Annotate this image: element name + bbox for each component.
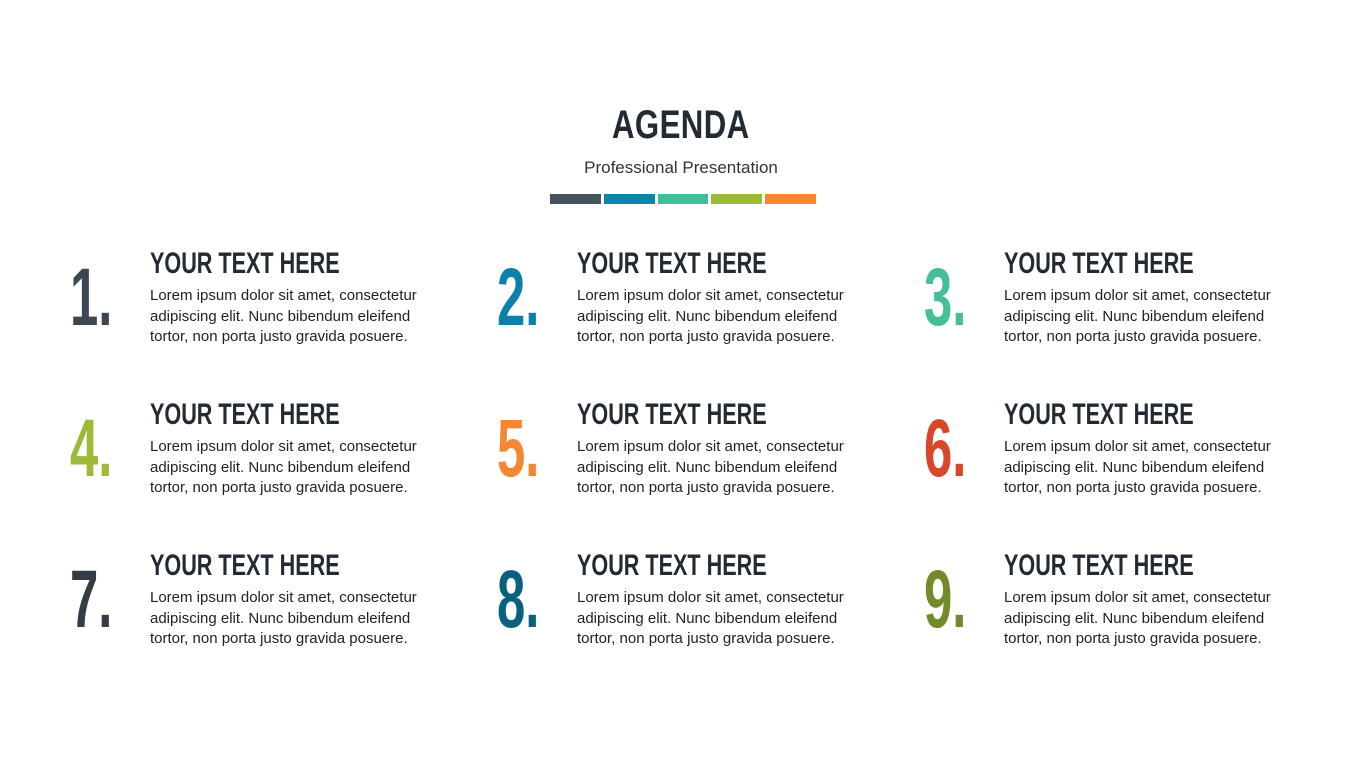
slide-title: AGENDA xyxy=(612,103,750,147)
agenda-item-heading: YOUR TEXT HERE xyxy=(577,247,767,280)
agenda-item-heading: YOUR TEXT HERE xyxy=(1004,247,1194,280)
agenda-item-body: Lorem ipsum dolor sit amet, consectetur adipiscing elit. Nunc bibendum eleifend tortor, non porta justo gravida posuere. xyxy=(577,287,844,345)
agenda-item-heading: YOUR TEXT HERE xyxy=(577,549,767,582)
agenda-item-8 xyxy=(497,549,917,670)
agenda-item-5 xyxy=(497,398,917,519)
agenda-item-heading: YOUR TEXT HERE xyxy=(150,247,340,280)
color-bar-segment-3 xyxy=(658,194,709,204)
agenda-item-6 xyxy=(924,398,1344,519)
agenda-item-body: Lorem ipsum dolor sit amet, consectetur adipiscing elit. Nunc bibendum eleifend tortor, non porta justo gravida posuere. xyxy=(150,287,417,345)
agenda-item-body: Lorem ipsum dolor sit amet, consectetur adipiscing elit. Nunc bibendum eleifend tortor, non porta justo gravida posuere. xyxy=(1004,438,1271,496)
agenda-item-number: 8. xyxy=(497,554,540,645)
agenda-item-number: 9. xyxy=(924,554,967,645)
agenda-item-heading: YOUR TEXT HERE xyxy=(150,549,340,582)
color-bar-segment-1 xyxy=(550,194,601,204)
agenda-item-2 xyxy=(497,247,917,368)
agenda-item-3 xyxy=(924,247,1344,368)
color-bar xyxy=(550,194,816,204)
agenda-item-body: Lorem ipsum dolor sit amet, consectetur adipiscing elit. Nunc bibendum eleifend tortor, non porta justo gravida posuere. xyxy=(150,438,417,496)
agenda-item-heading: YOUR TEXT HERE xyxy=(577,398,767,431)
agenda-item-1 xyxy=(70,247,490,368)
agenda-item-body: Lorem ipsum dolor sit amet, consectetur adipiscing elit. Nunc bibendum eleifend tortor, non porta justo gravida posuere. xyxy=(1004,589,1271,647)
agenda-item-heading: YOUR TEXT HERE xyxy=(1004,549,1194,582)
agenda-item-number: 3. xyxy=(924,252,967,343)
agenda-item-number: 6. xyxy=(924,403,967,494)
agenda-item-number: 5. xyxy=(497,403,540,494)
agenda-item-heading: YOUR TEXT HERE xyxy=(150,398,340,431)
color-bar-segment-2 xyxy=(604,194,655,204)
slide-subtitle: Professional Presentation xyxy=(584,158,778,177)
agenda-item-body: Lorem ipsum dolor sit amet, consectetur adipiscing elit. Nunc bibendum eleifend tortor, non porta justo gravida posuere. xyxy=(577,589,844,647)
color-bar-segment-5 xyxy=(765,194,816,204)
color-bar-segment-4 xyxy=(711,194,762,204)
agenda-item-body: Lorem ipsum dolor sit amet, consectetur adipiscing elit. Nunc bibendum eleifend tortor, non porta justo gravida posuere. xyxy=(150,589,417,647)
agenda-item-number: 1. xyxy=(70,252,113,343)
agenda-item-9 xyxy=(924,549,1344,670)
agenda-item-number: 2. xyxy=(497,252,540,343)
agenda-item-body: Lorem ipsum dolor sit amet, consectetur adipiscing elit. Nunc bibendum eleifend tortor, non porta justo gravida posuere. xyxy=(1004,287,1271,345)
agenda-item-body: Lorem ipsum dolor sit amet, consectetur adipiscing elit. Nunc bibendum eleifend tortor, non porta justo gravida posuere. xyxy=(577,438,844,496)
agenda-item-7 xyxy=(70,549,490,670)
agenda-item-heading: YOUR TEXT HERE xyxy=(1004,398,1194,431)
agenda-item-4 xyxy=(70,398,490,519)
agenda-item-number: 4. xyxy=(70,403,113,494)
agenda-item-number: 7. xyxy=(70,554,113,645)
